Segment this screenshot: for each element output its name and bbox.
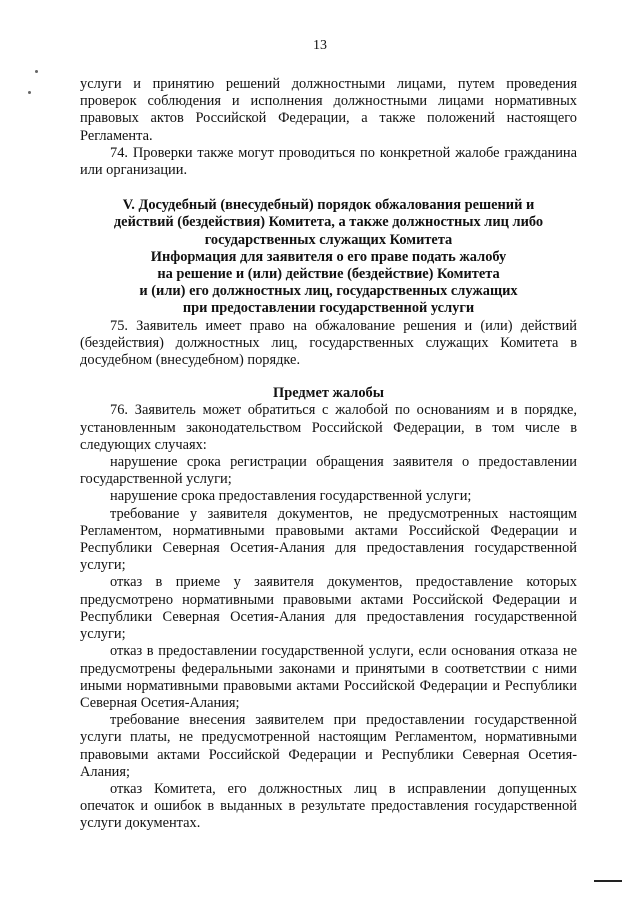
paragraph: услуги и принятию решений должностными лицами, путем проведения проверок соблюдения и исполнения должностными лицами нормативных правовых актов Российской Федерации, а также положений настоящего Регламента.: [80, 76, 577, 144]
paragraph: 74. Проверки также могут проводиться по конкретной жалобе гражданина или организации.: [80, 144, 577, 179]
paragraph: отказ в приеме у заявителя документов, предоставление которых предусмотрено нормативными правовыми актами Российской Федерации и Республики Северная Осетия-Алания для предоставления государственной услуги;: [80, 574, 577, 643]
section-gap: [80, 369, 577, 385]
paragraph: 75. Заявитель имеет право на обжалование решения и (или) действий (бездействия) должностных лиц, государственных служащих Комитета в досудебном (внесудебном) порядке.: [80, 317, 577, 369]
section-heading: [80, 197, 577, 317]
paragraph: нарушение срока предоставления государственной услуги;: [110, 488, 472, 505]
heading-line: на решение и (или) действие (бездействие) Комитета: [157, 266, 500, 283]
heading-line: при предоставлении государственной услуги: [182, 300, 475, 317]
paragraph: отказ Комитета, его должностных лиц в исправлении допущенных опечаток и ошибок в выданных в результате предоставления государственной услуги документах.: [80, 780, 577, 832]
heading-line: действий (бездействия) Комитета, а также должностных лиц либо: [113, 214, 544, 231]
heading-line: и (или) его должностных лиц, государственных служащих: [139, 283, 518, 300]
heading-line: Предмет жалобы: [273, 385, 384, 402]
footer-line: [594, 880, 622, 882]
section-gap: [80, 179, 577, 197]
paragraph: отказ в предоставлении государственной услуги, если основания отказа не предусмотрены федеральными законами и принятыми в соответствии с ними иными нормативными правовыми актами Российской Федерации и Республики Северная Осетия-Алания;: [80, 643, 577, 711]
heading-line: Информация для заявителя о его праве подать жалобу: [150, 248, 507, 265]
heading-line: V. Досудебный (внесудебный) порядок обжалования решений и: [122, 197, 535, 214]
scan-speck: [35, 70, 38, 73]
page-number: 13: [313, 38, 327, 53]
section-heading: [80, 385, 577, 402]
heading-line: государственных служащих Комитета: [204, 231, 453, 248]
paragraph: нарушение срока регистрации обращения заявителя о предоставлении государственной услуги;: [80, 454, 577, 488]
paragraph: требование у заявителя документов, не предусмотренных настоящим Регламентом, нормативными правовыми актами Российской Федерации и Республики Северная Осетия-Алания для предоставления государственной услуги;: [80, 505, 577, 574]
scan-speck: [28, 91, 31, 94]
paragraph: 76. Заявитель может обратиться с жалобой по основаниям и в порядке, установленным законодательством Российской Федерации, в том числе в следующих случаях:: [80, 402, 577, 453]
paragraph: требование внесения заявителем при предоставлении государственной услуги платы, не предусмотренной настоящим Регламентом, нормативными правовыми актами Российской Федерации и Республики Северная Осетия-Алания;: [80, 712, 577, 780]
document-body: [80, 76, 577, 833]
